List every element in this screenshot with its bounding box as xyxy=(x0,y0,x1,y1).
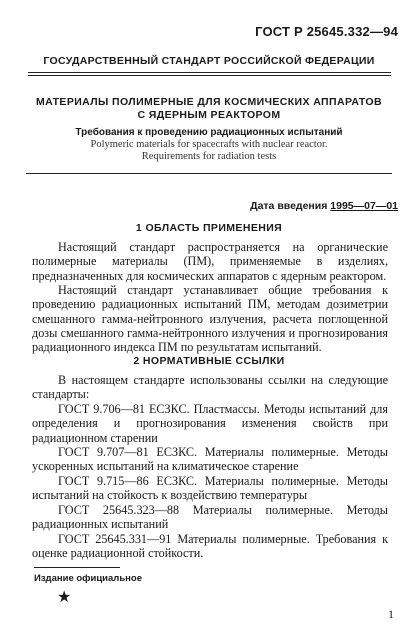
english-title-line-2: Requirements for radiation tests xyxy=(141,151,277,162)
title-line-1: МАТЕРИАЛЫ ПОЛИМЕРНЫЕ ДЛЯ КОСМИЧЕСКИХ АППАРАТОВ xyxy=(36,96,382,108)
document-code: ГОСТ Р 25645.332—94 xyxy=(255,24,398,39)
english-title-line-1: Polymeric materials for spacecrafts with nuclear reactor. xyxy=(90,139,328,150)
title-rule xyxy=(26,173,392,174)
section-1-heading: 1 ОБЛАСТЬ ПРИМЕНЕНИЯ xyxy=(135,222,283,234)
subtitle: Требования к проведению радиационных испытаний xyxy=(75,127,343,138)
intro-date xyxy=(250,200,398,212)
star-icon: ★ xyxy=(57,589,72,606)
reference-item: ГОСТ 25645.331—91 Материалы полимерные. Требования к оценке радиационной стойкости. xyxy=(32,532,388,561)
footer-rule xyxy=(34,567,120,568)
section-2-heading: 2 НОРМАТИВНЫЕ ССЫЛКИ xyxy=(133,355,285,367)
reference-item: ГОСТ 9.707—81 ЕСЗКС. Материалы полимерные. Методы ускоренных испытаний на климатическое старение xyxy=(32,445,388,474)
official-edition: Издание официальное xyxy=(34,573,142,584)
title-line-2: С ЯДЕРНЫМ РЕАКТОРОМ xyxy=(137,109,281,121)
header-rule-thick xyxy=(28,72,391,73)
reference-item: ГОСТ 9.706—81 ЕСЗКС. Пластмассы. Методы испытаний для определения и прогнозирования изменения свойств при радиационном старении xyxy=(32,402,388,445)
reference-item: ГОСТ 9.715—86 ЕСЗКС. Материалы полимерные. Методы испытаний на стойкость к воздействию температуры xyxy=(32,474,388,503)
page-number: 1 xyxy=(388,607,394,621)
section-1-paragraph-1: Настоящий стандарт распространяется на органические полимерные материалы (ПМ), применяемые в изделиях, предназначенных для космических аппаратов с ядерным реактором. xyxy=(32,240,388,283)
state-standard-header: ГОСУДАРСТВЕННЫЙ СТАНДАРТ РОССИЙСКОЙ ФЕДЕРАЦИИ xyxy=(43,55,375,67)
header-rule-thin xyxy=(28,75,391,76)
intro-date-value: 1995—07—01 xyxy=(330,200,398,212)
section-1-paragraph-2: Настоящий стандарт устанавливает общие требования к проведению радиационных испытаний ПМ, методам дозиметрии смешанного гамма-нейтронного излучения, расчета поглощенной дозы смешанного гамма-нейтронного излучения и прогнозирования радиационного индекса ПМ по результатам испытаний. xyxy=(32,283,388,355)
section-2-intro: В настоящем стандарте использованы ссылки на следующие стандарты: xyxy=(32,373,388,402)
intro-date-label: Дата введения xyxy=(250,200,328,212)
reference-item: ГОСТ 25645.323—88 Материалы полимерные. Методы радиационных испытаний xyxy=(32,503,388,532)
